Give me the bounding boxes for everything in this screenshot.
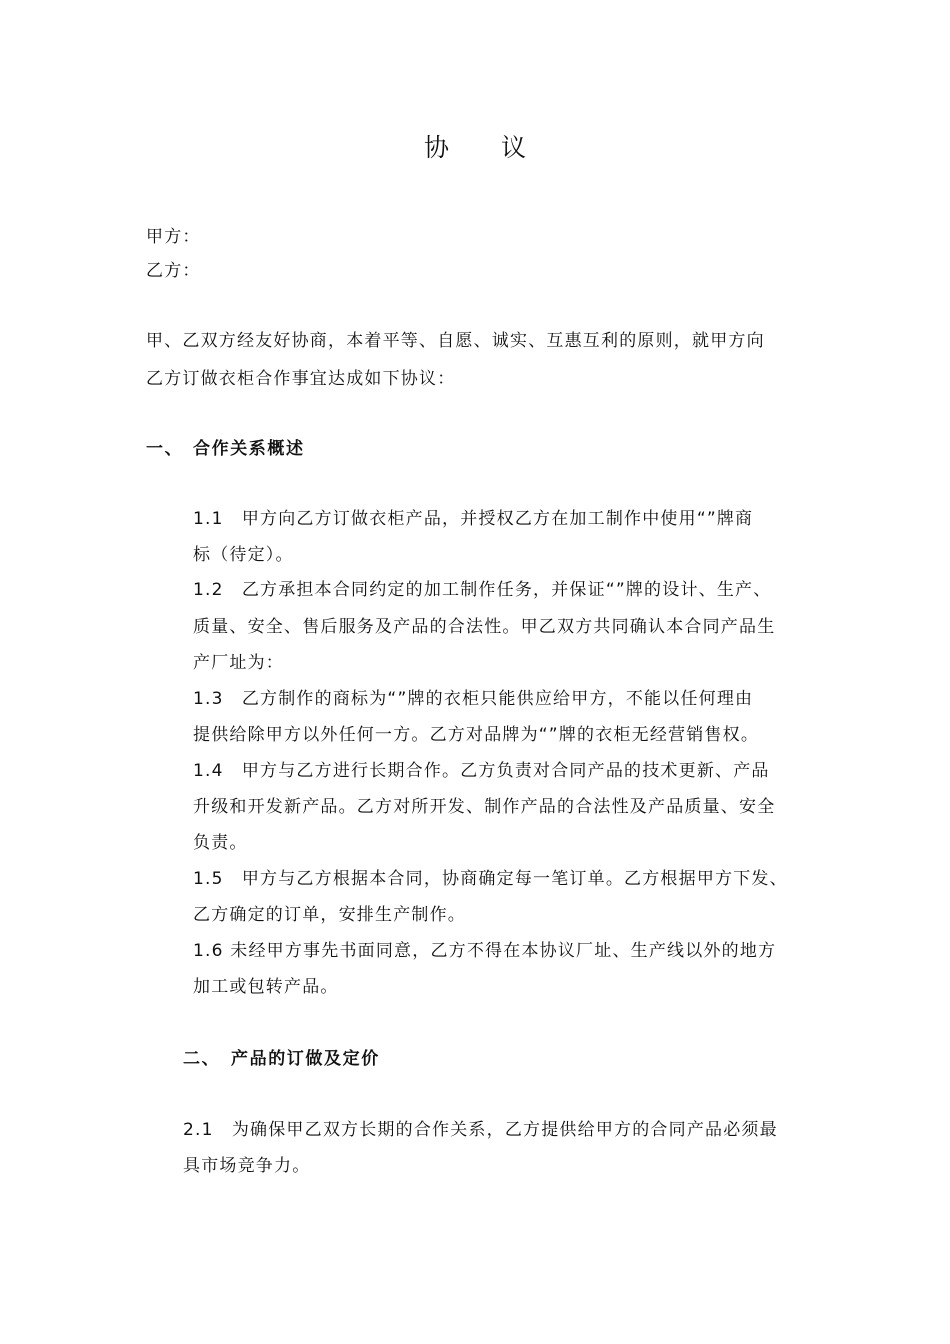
section1-line: 1.2 乙方承担本合同约定的加工制作任务，并保证“”牌的设计、生产、 <box>193 580 772 600</box>
section1-line: 1.3 乙方制作的商标为“”牌的衣柜只能供应给甲方，不能以任何理由 <box>193 689 754 709</box>
section1-line: 标（待定）。 <box>193 545 294 565</box>
intro-line-2: 乙方订做衣柜合作事宜达成如下协议： <box>146 369 456 389</box>
document-title: 协 议 <box>424 133 548 162</box>
section1-line: 负责。 <box>193 833 248 853</box>
party-a-label: 甲方： <box>146 227 201 247</box>
section1-heading-text: 合作关系概述 <box>193 439 305 459</box>
section1-line: 升级和开发新产品。乙方对所开发、制作产品的合法性及产品质量、安全 <box>193 797 776 817</box>
section1-line: 1.5 甲方与乙方根据本合同，协商确定每一笔订单。乙方根据甲方下发、 <box>193 869 788 889</box>
party-b-label: 乙方： <box>146 261 201 281</box>
section1-line: 加工或包转产品。 <box>193 977 339 997</box>
section1-line: 提供给除甲方以外任何一方。乙方对品牌为“”牌的衣柜无经营销售权。 <box>193 725 760 745</box>
section2-heading-number: 二、 <box>183 1049 221 1069</box>
section2-line: 具市场竞争力。 <box>183 1156 311 1176</box>
intro-line-1: 甲、乙双方经友好协商，本着平等、自愿、诚实、互惠互利的原则，就甲方向 <box>146 331 765 351</box>
section1-line: 质量、安全、售后服务及产品的合法性。甲乙双方共同确认本合同产品生 <box>193 617 776 637</box>
section1-line: 1.4 甲方与乙方进行长期合作。乙方负责对合同产品的技术更新、产品 <box>193 761 770 781</box>
section1-line: 产厂址为： <box>193 653 284 673</box>
section1-line: 乙方确定的订单，安排生产制作。 <box>193 905 466 925</box>
section1-heading-number: 一、 <box>146 439 184 459</box>
section1-line: 1.6 未经甲方事先书面同意，乙方不得在本协议厂址、生产线以外的地方 <box>193 941 777 961</box>
section2-heading-text: 产品的订做及定价 <box>231 1049 380 1069</box>
section1-line: 1.1 甲方向乙方订做衣柜产品，并授权乙方在加工制作中使用“”牌商 <box>193 509 754 529</box>
section2-line: 2.1 为确保甲乙双方长期的合作关系，乙方提供给甲方的合同产品必须最 <box>183 1120 778 1140</box>
